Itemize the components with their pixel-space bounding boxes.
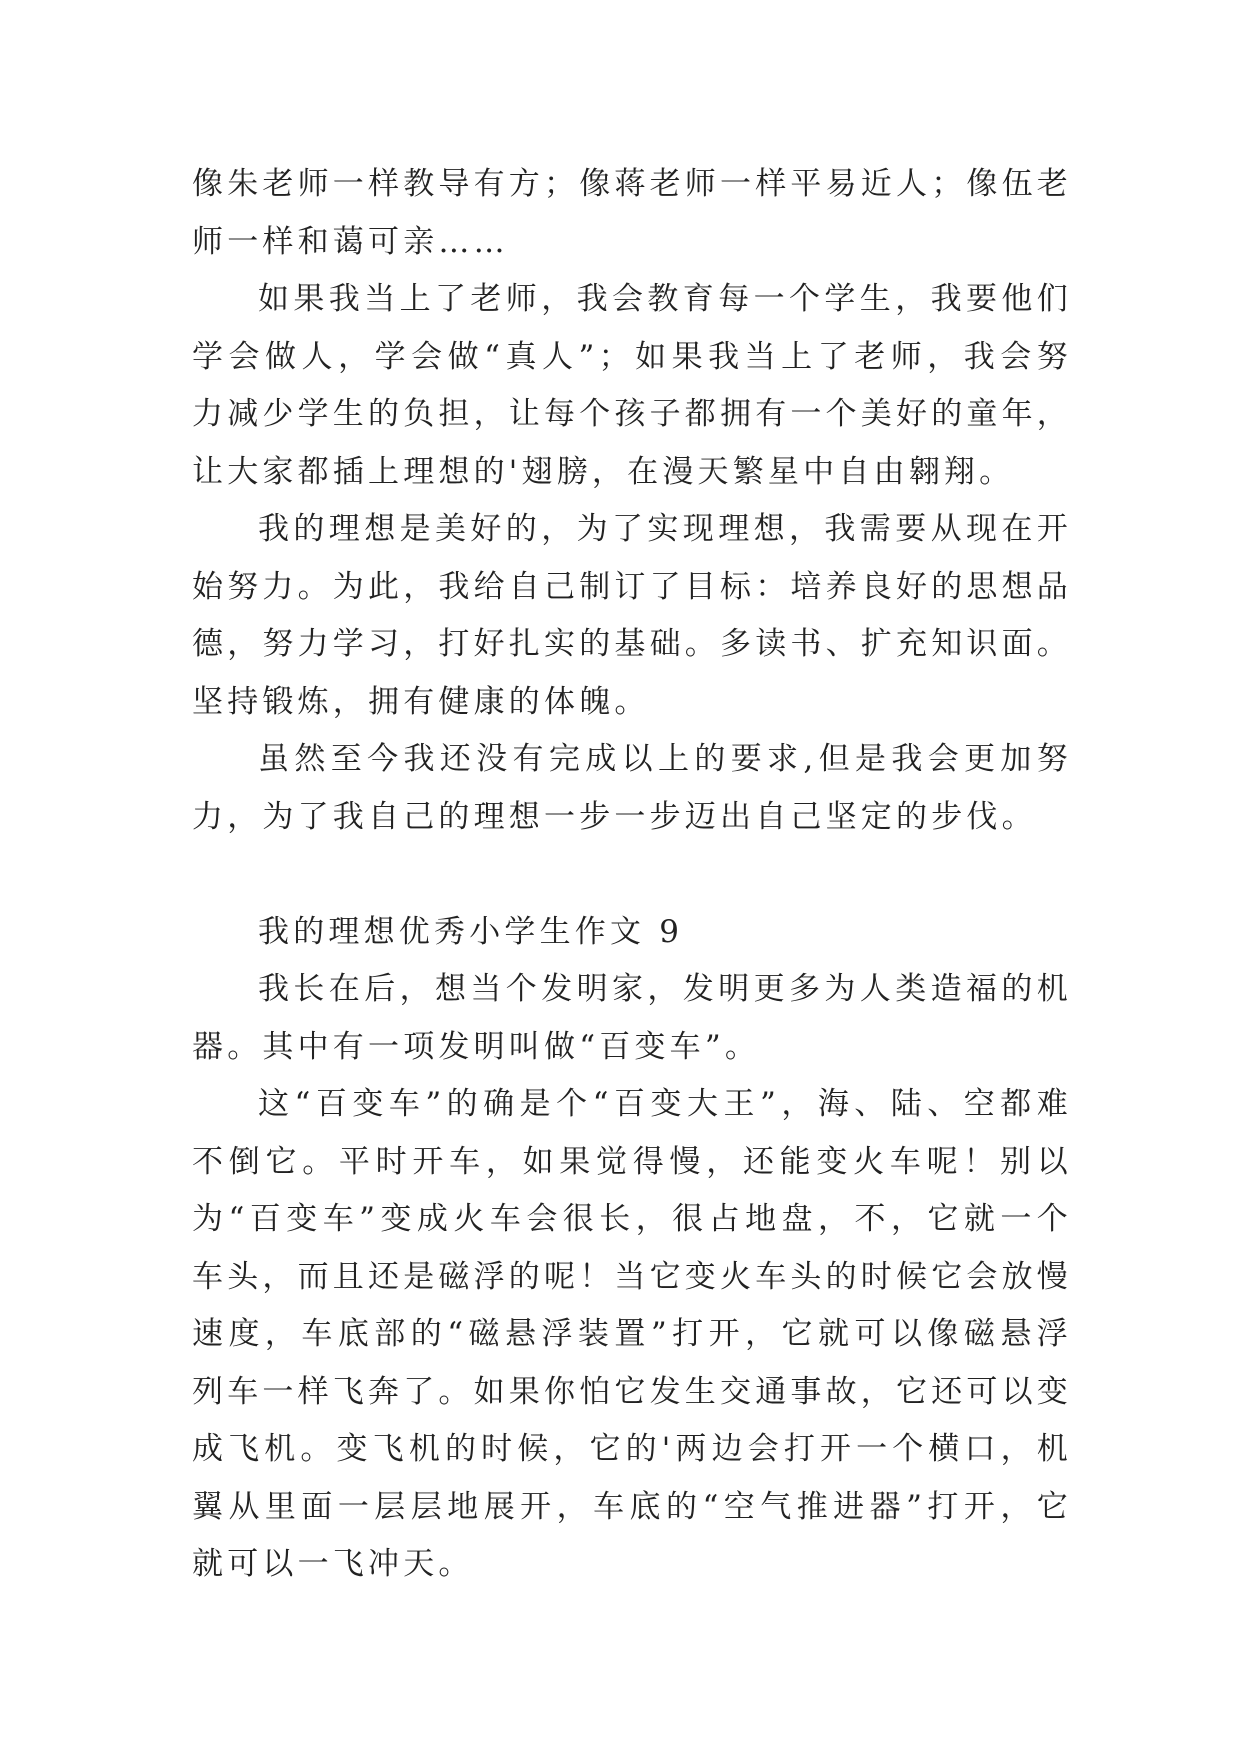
paragraph: 像朱老师一样教导有方；像蒋老师一样平易近人；像伍老师一样和蔼可亲…… (192, 166, 1072, 260)
paragraph: 虽然至今我还没有完成以上的要求,但是我会更加努力，为了我自己的理想一步一步迈出自己坚定的步伐。 (192, 741, 1072, 835)
paragraph: 我的理想是美好的，为了实现理想，我需要从现在开始努力。为此，我给自己制订了目标：培养良好的思想品德，努力学习，打好扎实的基础。多读书、扩充知识面。坚持锻炼，拥有健康的体魄。 (192, 511, 1072, 720)
document-body (192, 156, 1072, 1594)
section-spacer (192, 846, 1072, 904)
paragraph: 我长在后，想当个发明家，发明更多为人类造福的机器。其中有一项发明叫做“百变车”。 (192, 971, 1072, 1065)
section-title: 我的理想优秀小学生作文 9 (258, 913, 684, 950)
paragraph: 如果我当上了老师，我会教育每一个学生，我要他们学会做人，学会做“真人”；如果我当上了老师，我会努力减少学生的负担，让每个孩子都拥有一个美好的童年，让大家都插上理想的'翅膀，在漫天繁星中自由翱翔。 (192, 281, 1072, 490)
paragraph: 这“百变车”的确是个“百变大王”，海、陆、空都难不倒它。平时开车，如果觉得慢，还能变火车呢！别以为“百变车”变成火车会很长，很占地盘，不，它就一个车头，而且还是磁浮的呢！当它变火车头的时候它会放慢速度，车底部的“磁悬浮装置”打开，它就可以像磁悬浮列车一样飞奔了。如果你怕它发生交通事故，它还可以变成飞机。变飞机的时候，它的'两边会打开一个横口，机翼从里面一层层地展开，车底的“空气推进器”打开，它就可以一飞冲天。 (192, 1086, 1072, 1582)
